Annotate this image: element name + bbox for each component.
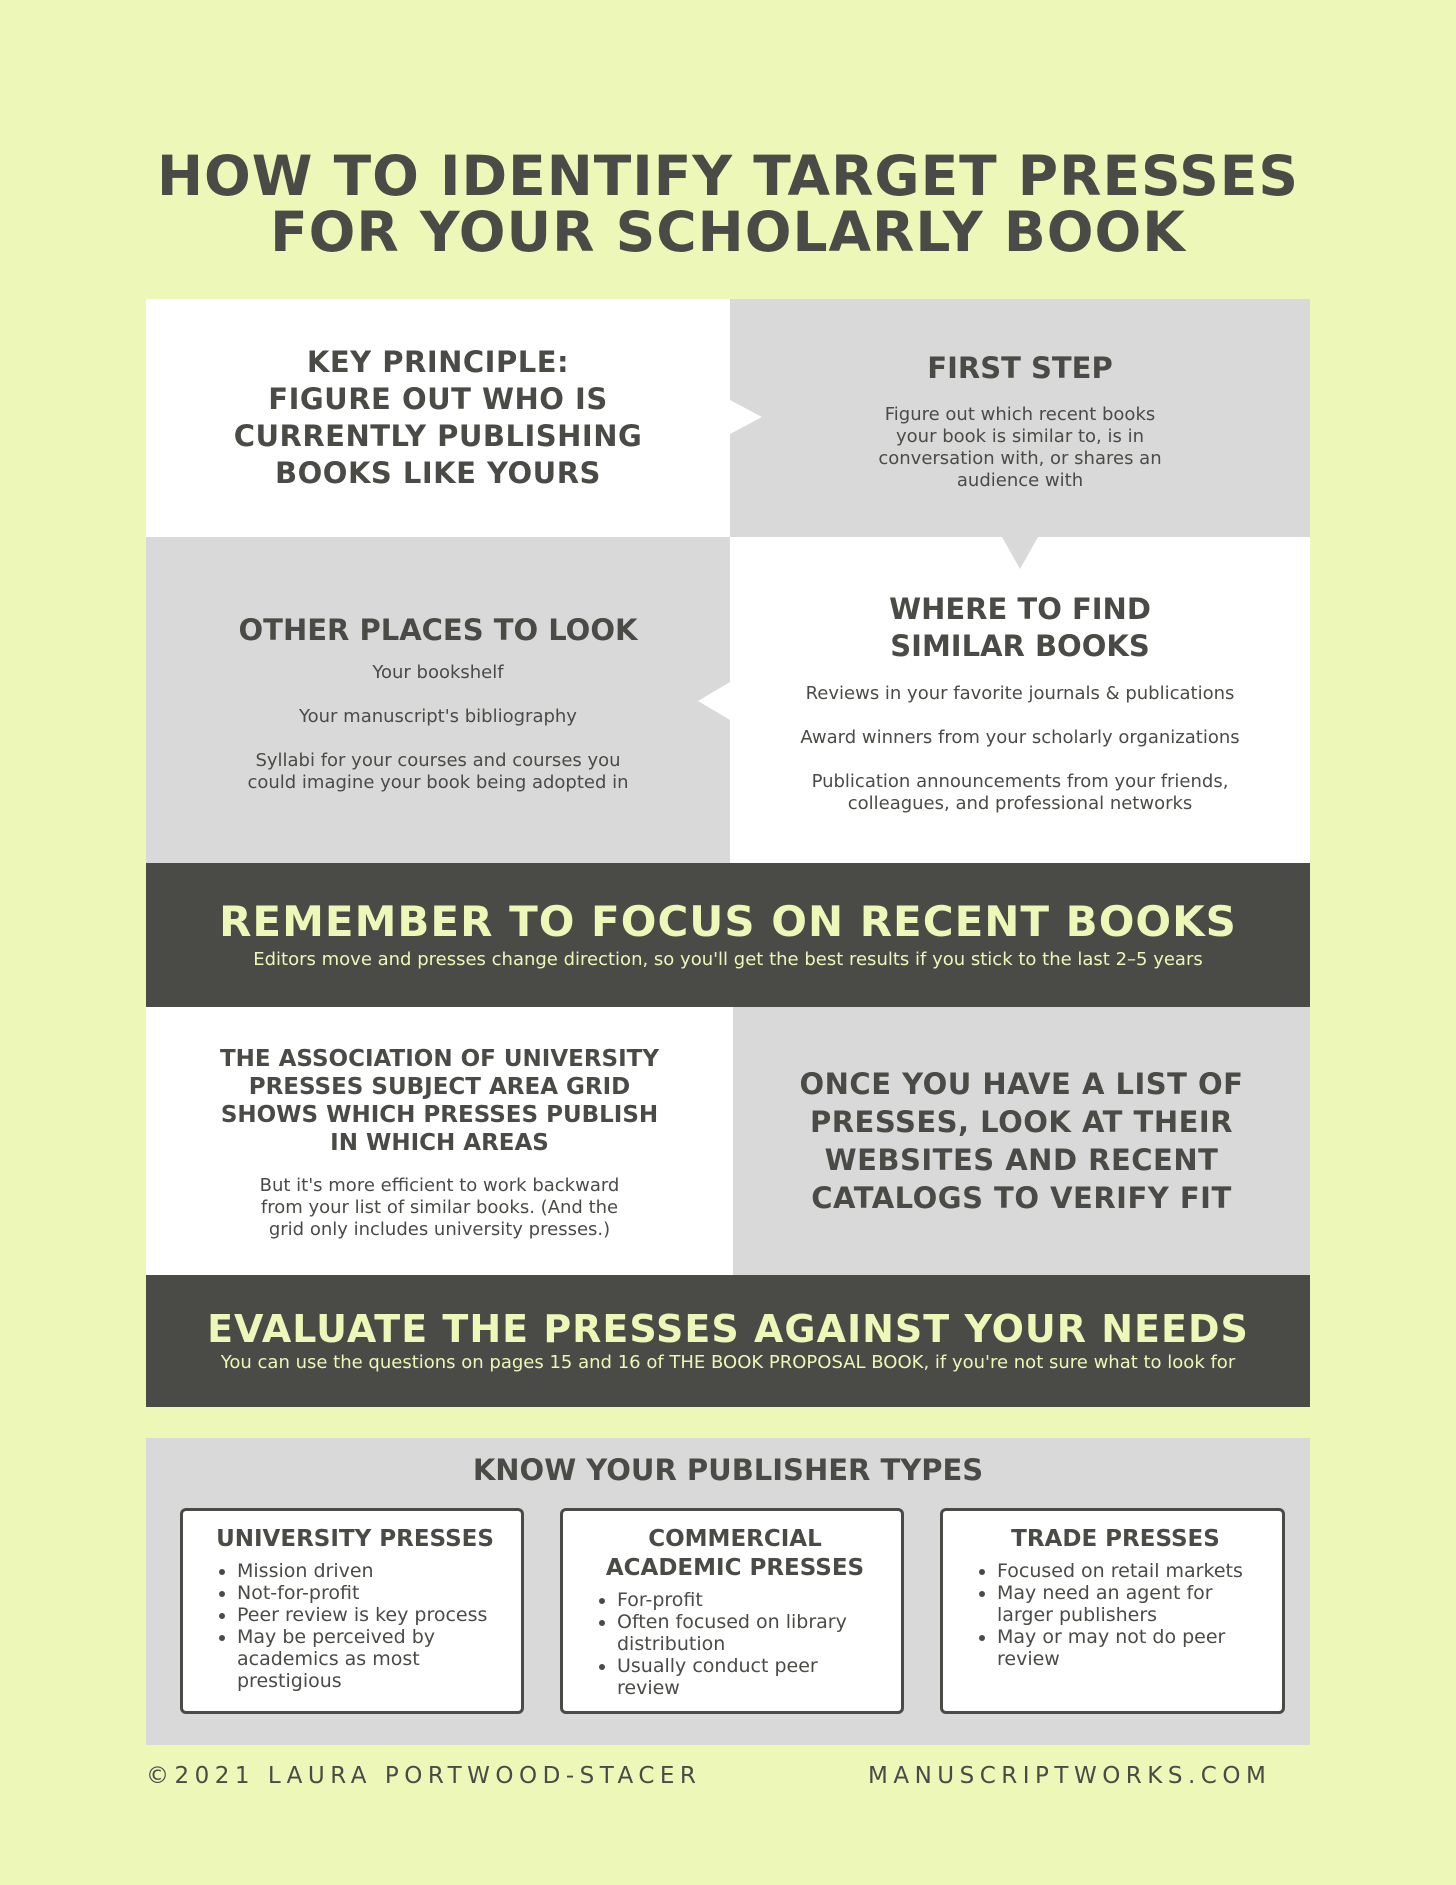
trade-presses-title: TRADE PRESSES [1011,1526,1220,1552]
list-item: • Peer review is key process [237,1604,501,1626]
list-item: • May need an agent for larger publishers [997,1582,1262,1626]
recent-books-subtext: Editors move and presses change direction, so you'll get the best results if you stick to the last 2–5 years [253,949,1203,970]
university-presses-card [180,1508,524,1714]
other-places-heading: OTHER PLACES TO LOOK [238,613,638,647]
other-places-item-1: Your bookshelf [372,662,504,683]
verify-fit-panel [733,1007,1310,1275]
recent-books-heading: REMEMBER TO FOCUS ON RECENT BOOKS [219,897,1237,946]
list-item: • For-profit [617,1589,881,1611]
other-places-panel [146,537,730,863]
other-places-item-3: Syllabi for your courses and courses you could imagine your book being adopted in [247,750,629,793]
list-item: • May or may not do peer review [997,1626,1262,1670]
trade-presses-card [940,1508,1285,1714]
recent-books-band [146,863,1310,1007]
first-step-heading: FIRST STEP [927,351,1113,385]
where-to-find-item-1: Reviews in your favorite journals & publications [805,683,1235,704]
page-title [146,144,1310,264]
evaluate-heading: EVALUATE THE PRESSES AGAINST YOUR NEEDS [207,1307,1249,1351]
other-places-item-2: Your manuscript's bibliography [299,706,577,727]
aup-panel [146,1007,733,1275]
arrow-left-icon [698,682,730,720]
list-item: • May be perceived by academics as most prestigious [237,1626,501,1692]
trade-presses-list [969,1560,1262,1670]
evaluate-subtext: You can use the questions on pages 15 and 16 of THE BOOK PROPOSAL BOOK, if you're not sure what to look for [220,1352,1236,1373]
arrow-down-icon [1002,537,1038,569]
aup-text: But it's more efficient to work backward from your list of similar books. (And the grid only includes university presses.) [259,1175,620,1240]
commercial-presses-card [560,1508,904,1714]
university-presses-list [209,1560,501,1692]
university-presses-title: UNIVERSITY PRESSES [216,1526,494,1552]
list-item: • Not-for-profit [237,1582,501,1604]
commercial-presses-list [589,1589,881,1699]
evaluate-band [146,1275,1310,1407]
list-item: • Mission driven [237,1560,501,1582]
verify-fit-heading: ONCE YOU HAVE A LIST OF PRESSES, LOOK AT THEIR WEBSITES AND RECENT CATALOGS TO VERIFY FIT [799,1067,1244,1215]
key-principle-heading: KEY PRINCIPLE: FIGURE OUT WHO IS CURRENTLY PUBLISHING BOOKS LIKE YOURS [233,345,643,490]
first-step-text: Figure out which recent books your book is similar to, is in conversation with, or shares an audience with [878,404,1162,491]
publisher-types-heading: KNOW YOUR PUBLISHER TYPES [472,1453,984,1487]
where-to-find-panel [730,537,1310,863]
footer-website[interactable]: MANUSCRIPTWORKS.COM [868,1763,1272,1789]
page-title-line-2: FOR YOUR SCHOLARLY BOOK [270,200,1186,264]
footer-copyright: ©2021 LAURA PORTWOOD-STACER [146,1763,702,1789]
list-item: • Often focused on library distribution [617,1611,881,1655]
aup-heading: THE ASSOCIATION OF UNIVERSITY PRESSES SUBJECT AREA GRID SHOWS WHICH PRESSES PUBLISH IN WHICH AREAS [219,1046,660,1156]
key-principle-panel [146,299,730,537]
where-to-find-heading: WHERE TO FIND SIMILAR BOOKS [889,592,1151,663]
commercial-presses-title: COMMERCIAL ACADEMIC PRESSES [605,1526,865,1581]
where-to-find-item-3: Publication announcements from your friends, colleagues, and professional networks [811,771,1229,814]
list-item: • Usually conduct peer review [617,1655,881,1699]
first-step-panel [730,299,1310,537]
arrow-right-icon [730,400,762,434]
list-item: • Focused on retail markets [997,1560,1262,1582]
page-title-line-1: HOW TO IDENTIFY TARGET PRESSES [157,144,1299,208]
where-to-find-item-2: Award winners from your scholarly organizations [800,727,1240,748]
